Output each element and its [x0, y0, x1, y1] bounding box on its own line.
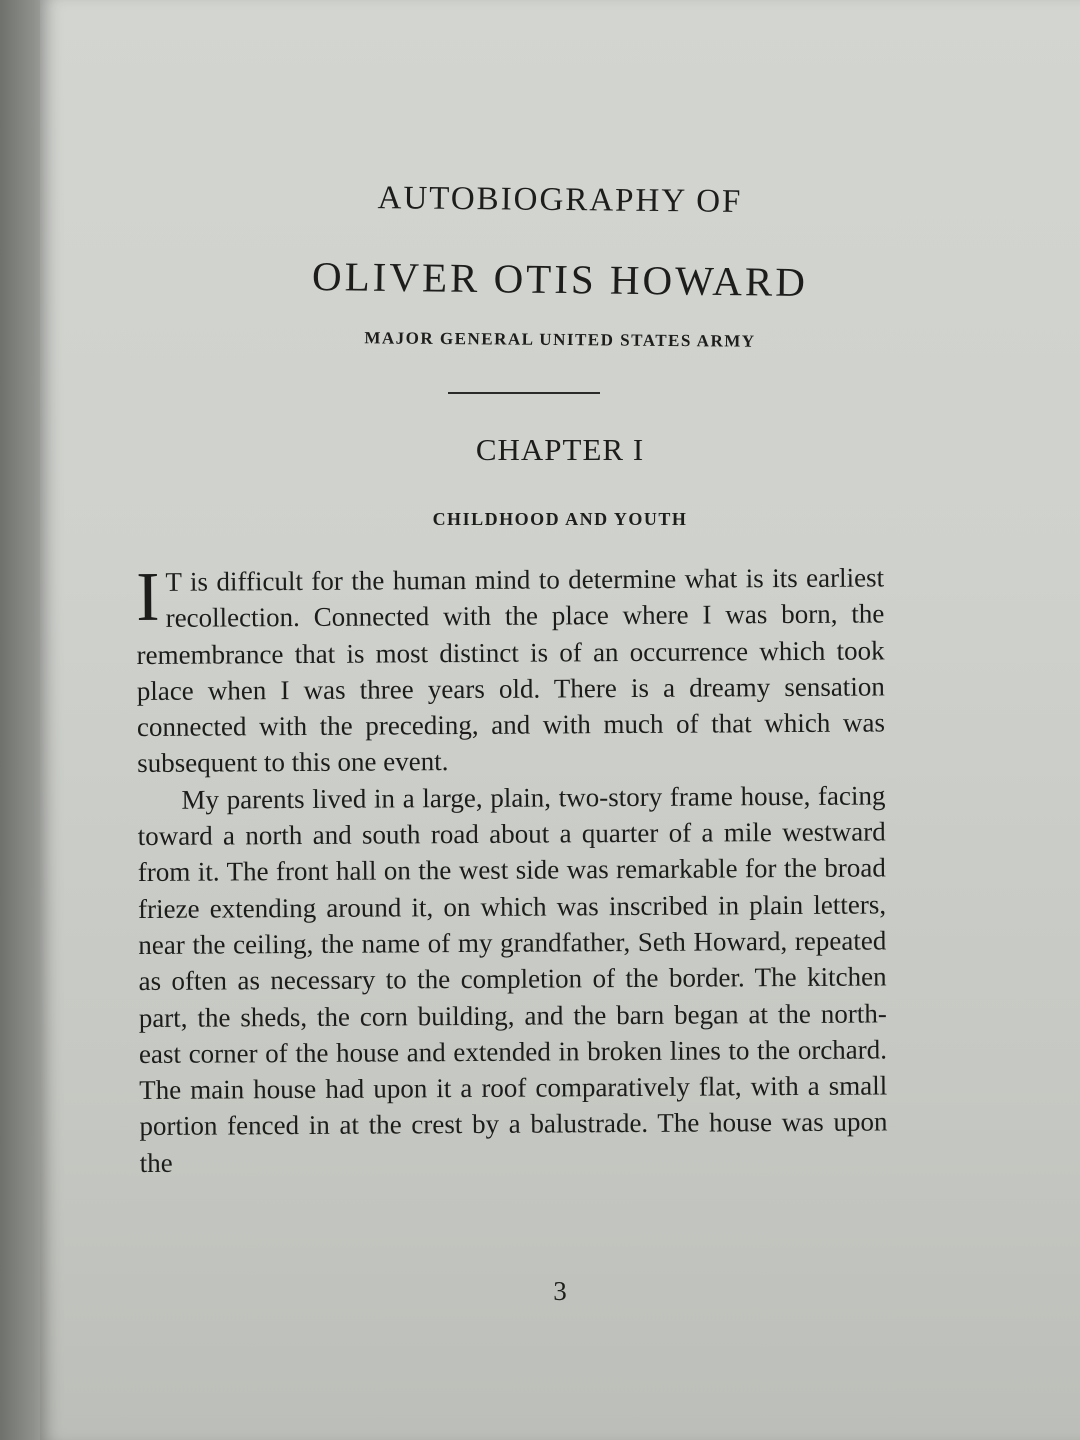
chapter-body	[136, 559, 888, 1181]
paragraph: IT is difficult for the human mind to determine what is its earliest recollection. Connected with the place where I was born, the remembrance that is most distinct is of an occurrence which took place when I was three years old. There is a dreamy sensation connected with the preceding, and with much of that which was subsequent to this one event.	[135, 558, 886, 779]
page-number: 3	[553, 1276, 567, 1306]
divider-rule	[448, 392, 600, 394]
book-subtitle: MAJOR GENERAL UNITED STATES ARMY	[364, 328, 756, 351]
book-page	[40, 0, 1080, 1440]
chapter-title: CHILDHOOD AND YOUTH	[432, 509, 688, 529]
chapter-number: CHAPTER I	[475, 432, 645, 467]
book-title-author: OLIVER OTIS HOWARD	[311, 252, 809, 306]
paragraph: My parents lived in a large, plain, two-story frame house, facing toward a north and south road about a quarter of a mile westward from it. The front hall on the west side was remarkable for the broad frieze extending around it, on which was inscribed in plain letters, near the ceiling, the name of my grandfather, Seth Howard, repeated as often as necessary to the completion of the border. The kitchen part, the sheds, the corn building, and the barn began at the north-east corner of the house and extended in broken lines to the orchard. The main house had upon it a roof comparatively flat, with a small portion fenced in at the crest by a balustrade. The house was upon the	[137, 780, 888, 1178]
book-title-line1: AUTOBIOGRAPHY OF	[377, 180, 743, 220]
